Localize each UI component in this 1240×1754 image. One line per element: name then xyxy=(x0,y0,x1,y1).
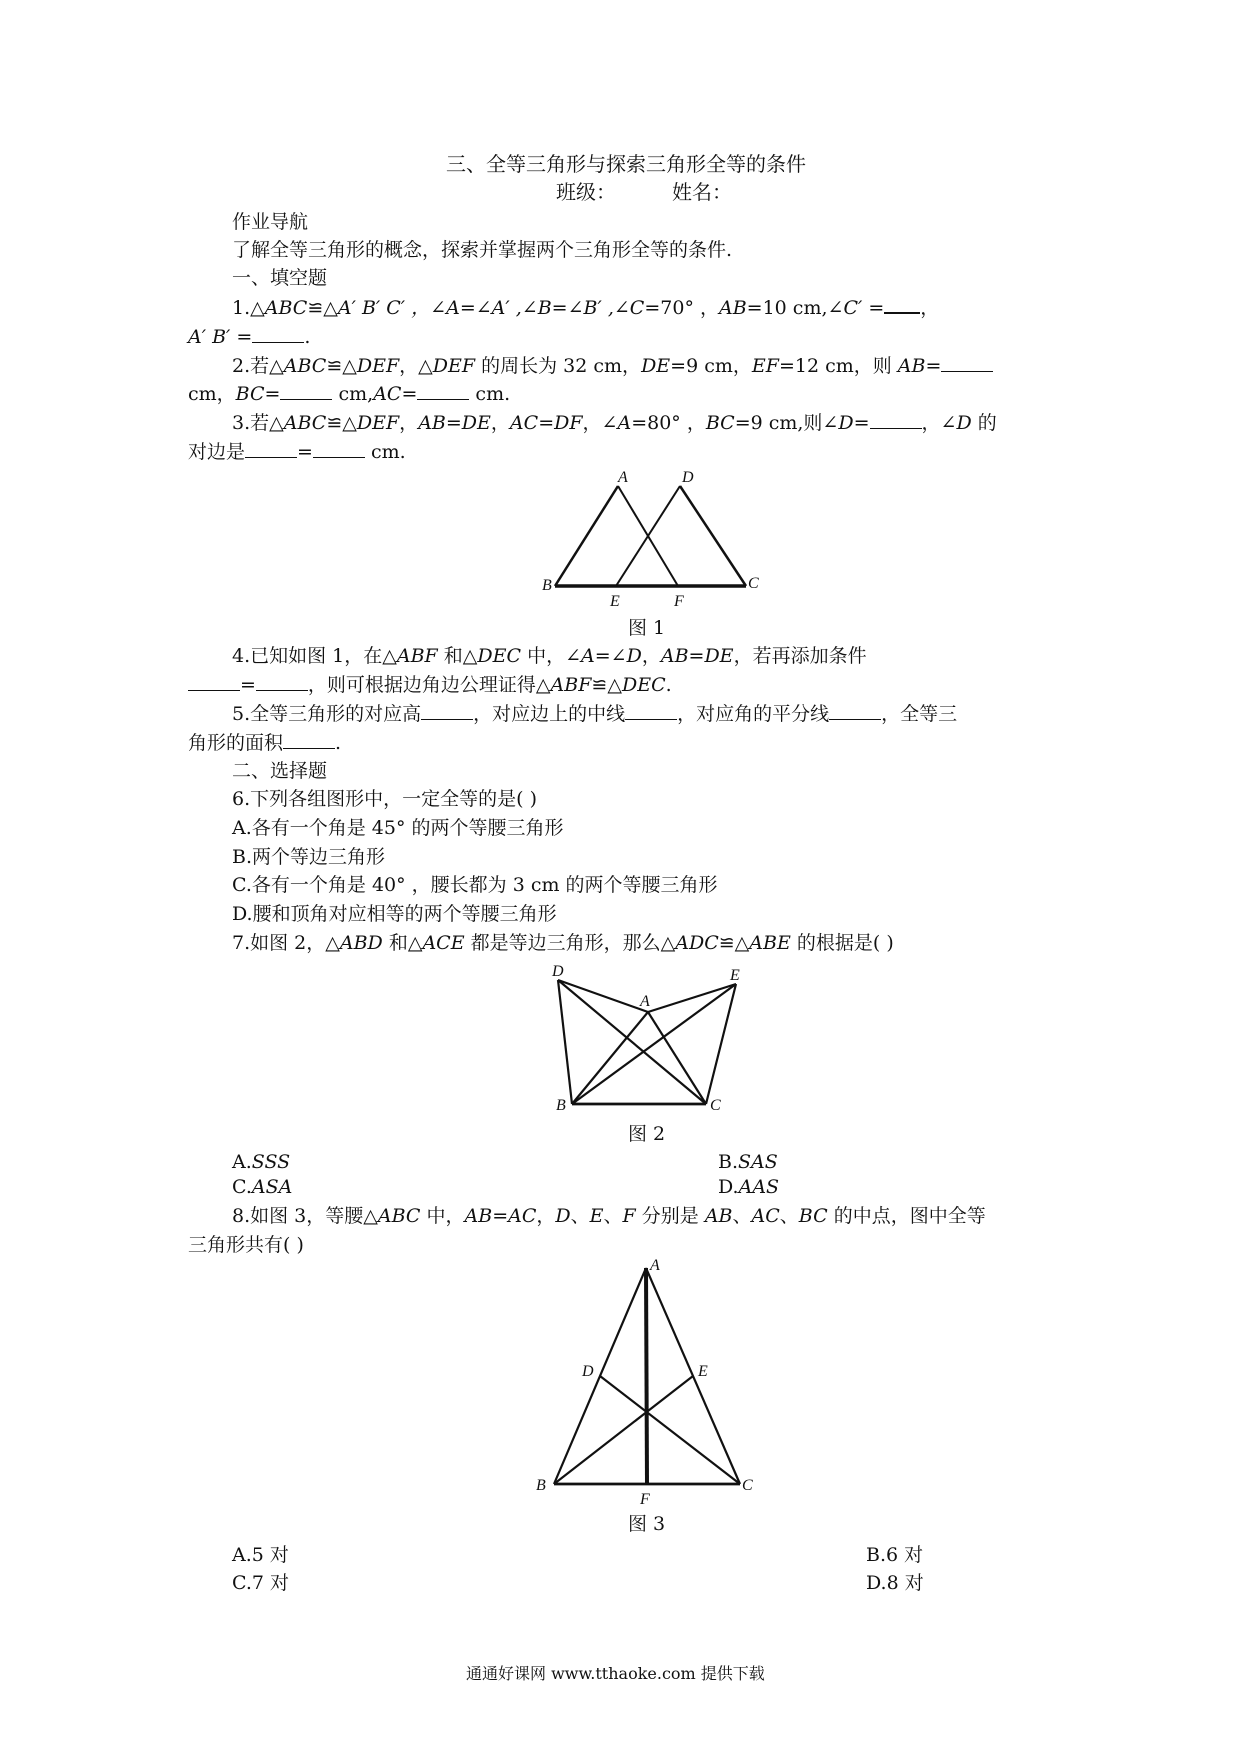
fig1-line-ed xyxy=(616,486,680,586)
q5-blank-2[interactable] xyxy=(625,701,677,720)
q5-blank-3[interactable] xyxy=(829,701,881,720)
q3-line2: 对边是 = cm. xyxy=(188,441,406,463)
fig2-line-da xyxy=(558,980,648,1012)
q4-line1: 4.已知如图 1，在△ABF 和△DEC 中，∠A=∠D，AB=DE，若再添加条件 xyxy=(232,645,867,667)
q2-line1: 2.若△ABC≌△DEF，△DEF 的周长为 32 cm，DE=9 cm，EF=12 cm，则 AB= xyxy=(232,352,993,380)
fig3-label-c: C xyxy=(742,1477,753,1494)
fig2-label-d: D xyxy=(552,963,564,980)
fig3-label-b: B xyxy=(536,1477,546,1494)
q8-option-b: B.6 对 xyxy=(866,1544,924,1566)
q5-blank-4[interactable] xyxy=(283,730,335,749)
fig1-label-e: E xyxy=(610,593,620,610)
q3-line1: 3.若△ABC≌△DEF，AB=DE，AC=DF，∠A=80° ，BC=9 cm,则∠D= ，∠D 的 xyxy=(232,412,997,434)
figure-2 xyxy=(540,960,760,1120)
q2-blank-ac[interactable] xyxy=(417,381,469,400)
section1-heading: 一、填空题 xyxy=(232,267,328,289)
fig3-line-af xyxy=(646,1268,647,1484)
fig1-label-a: A xyxy=(618,469,628,486)
fig1-label-b: B xyxy=(542,577,552,594)
fig1-label-d: D xyxy=(682,469,694,486)
q7-option-b: B.SAS xyxy=(718,1151,778,1173)
q8-option-a: A.5 对 xyxy=(232,1544,289,1566)
q8-stem-line2: 三角形共有( ) xyxy=(188,1234,304,1256)
q1-blank-ab[interactable] xyxy=(252,324,304,343)
fig2-label-b: B xyxy=(556,1097,566,1114)
q4-blank-1[interactable] xyxy=(188,672,240,691)
q3-blank-side2[interactable] xyxy=(313,439,365,458)
q5-blank-1[interactable] xyxy=(421,701,473,720)
q7-option-d: D.AAS xyxy=(718,1176,780,1198)
fig2-label-e: E xyxy=(730,967,740,984)
fig2-label-a: A xyxy=(640,993,650,1010)
fig2-label-c: C xyxy=(710,1097,721,1114)
q4-line2: = ，则可根据边角边公理证得△ABF≌△DEC. xyxy=(188,671,672,699)
q6-stem: 6.下列各组图形中，一定全等的是( ) xyxy=(232,788,537,810)
q2-line2: cm，BC= cm,AC= cm. xyxy=(188,383,511,405)
q8-option-c: C.7 对 xyxy=(232,1572,290,1594)
q4-blank-2[interactable] xyxy=(256,672,308,691)
figure-1 xyxy=(530,462,770,612)
q2-blank-ab[interactable] xyxy=(941,353,993,372)
q6-option-b: B.两个等边三角形 xyxy=(232,846,386,868)
q6-option-d: D.腰和顶角对应相等的两个等腰三角形 xyxy=(232,903,557,925)
class-label: 班级： xyxy=(556,180,616,204)
fig2-caption: 图 2 xyxy=(628,1123,666,1145)
fig2-line-ac xyxy=(648,1012,706,1104)
q8-stem-line1: 8.如图 3，等腰△ABC 中，AB=AC，D、E、F 分别是 AB、AC、BC 的中点，图中全等 xyxy=(232,1205,986,1227)
nav-heading: 作业导航 xyxy=(232,211,309,233)
fig2-line-ae xyxy=(648,984,736,1012)
fig1-line-ba xyxy=(555,486,618,586)
q3-blank-d[interactable] xyxy=(870,410,922,429)
footer-text: 通通好课网 www.tthaoke.com 提供下载 xyxy=(466,1664,765,1683)
fig1-line-dc xyxy=(680,486,746,586)
q7-stem: 7.如图 2，△ABD 和△ACE 都是等边三角形，那么△ADC≌△ABE 的根据是( ) xyxy=(232,932,894,954)
q6-option-c: C.各有一个角是 40° ，腰长都为 3 cm 的两个等腰三角形 xyxy=(232,874,718,896)
section2-heading: 二、选择题 xyxy=(232,760,328,782)
page-title: 三、全等三角形与探索三角形全等的条件 xyxy=(446,152,806,176)
fig2-line-db xyxy=(558,980,572,1104)
fig1-caption: 图 1 xyxy=(628,617,666,639)
fig3-label-a: A xyxy=(650,1257,660,1274)
fig1-label-c: C xyxy=(748,575,759,592)
name-label: 姓名： xyxy=(672,180,732,204)
q7-option-a: A.SSS xyxy=(232,1151,291,1173)
figure-3 xyxy=(530,1254,770,1506)
fig1-label-f: F xyxy=(674,593,684,610)
nav-text: 了解全等三角形的概念，探索并掌握两个三角形全等的条件. xyxy=(232,239,733,261)
fig3-label-d: D xyxy=(582,1363,594,1380)
q7-option-c: C.ASA xyxy=(232,1176,293,1198)
q8-option-d: D.8 对 xyxy=(866,1572,924,1594)
fig3-label-e: E xyxy=(698,1363,708,1380)
q3-blank-side1[interactable] xyxy=(245,439,297,458)
q2-blank-bc[interactable] xyxy=(280,381,332,400)
q5-line1: 5.全等三角形的对应高 ，对应边上的中线 ，对应角的平分线 ，全等三 xyxy=(232,703,958,725)
fig3-line-cd xyxy=(600,1376,740,1484)
q1-line2: A′ B′ = . xyxy=(188,326,311,348)
q1-blank-c[interactable] xyxy=(884,294,920,314)
q1-line1: 1.△ABC≌△A′ B′ C′ ，∠A=∠A′ ,∠B=∠B′ ,∠C=70° ，AB=10 cm,∠C′ = ， xyxy=(232,294,939,322)
fig2-line-dc xyxy=(558,980,706,1104)
q6-option-a: A.各有一个角是 45° 的两个等腰三角形 xyxy=(232,817,564,839)
q5-line2: 角形的面积 . xyxy=(188,732,342,754)
fig3-caption: 图 3 xyxy=(628,1513,666,1535)
fig3-label-f: F xyxy=(640,1491,650,1506)
fig3-line-be xyxy=(554,1376,693,1484)
